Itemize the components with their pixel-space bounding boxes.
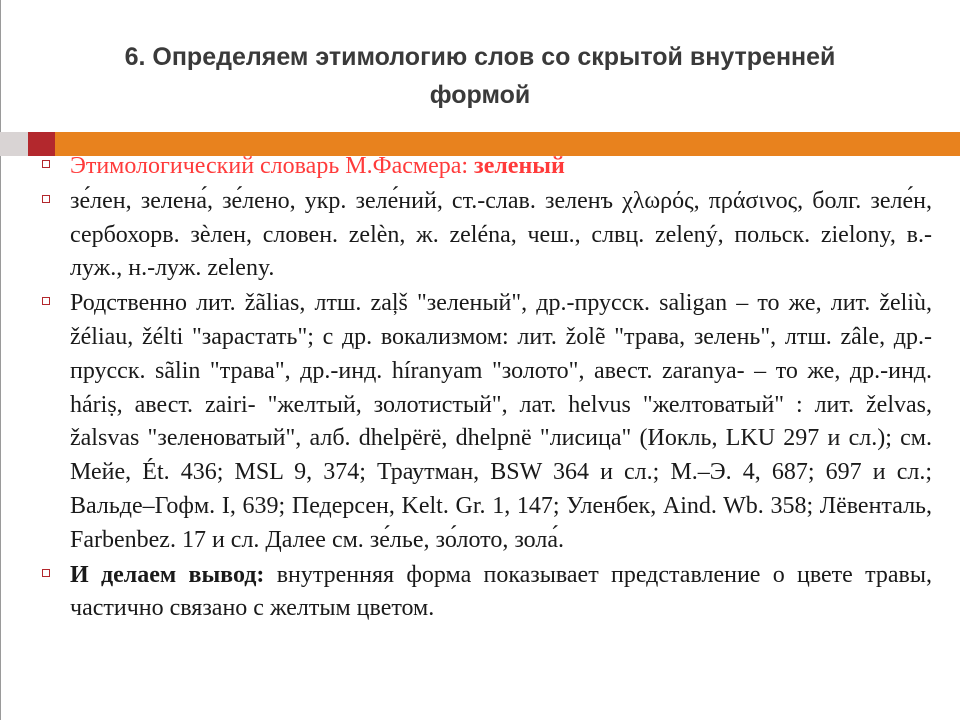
decorative-band-grey [0,132,28,156]
dictionary-source: Этимологический словарь М.Фасмера: [70,153,475,179]
conclusion-label: И делаем вывод: [70,561,265,588]
bullet-forms [42,185,932,286]
bullet-conclusion [42,559,932,627]
bullet-etymology [42,287,932,557]
bullet-forms-text: зе́лен, зелена́, зе́лено, укр. зеле́ний, ст.-слав. зеленъ χλωρός, πράσινος, болг. зеле́н, сербохорв. зѐлен, словен. zelèn, ж. zeléna, чеш., слвц. zelený, польск. zielony, в.-луж., н.-луж. zeleny. [70,187,932,282]
bullet-source [42,150,932,184]
bullet-marker [42,569,50,577]
slide-title-line-2: формой [429,81,531,109]
bullet-marker [42,160,50,168]
conclusion-text: внутренняя форма показывает представление о цвете травы, частично связано с желтым цветом. [70,561,932,622]
highlighted-word: зеленый [474,153,565,179]
bullet-etymology-text: Родственно лит. žãlias, лтш. zaļš "зеленый", др.-прусск. saligan – то же, лит. želiù, žélіau, žélti "зарастать"; с др. вокализмом: лит. žolẽ "трава, зелень", лтш. zâle, др.-прусск. sãlin "трава", др.-инд. híranyam "золото", авест. zaranya- – то же, др.-инд. háriṣ, авест. zairi- "желтый, золотистый", лат. helvus "желтоватый" : лит. želvas, žalsvas "зеленоватый", алб. dhelpërë, dhelpnë "лисица" (Иокль, LKU 297 и сл.); см. Мейе, Ét. 436; MSL 9, 374; Траутман, BSW 364 и сл.; М.–Э. 4, 687; 697 и сл.; Вальде–Гофм. I, 639; Педерсен, Kelt. Gr. 1, 147; Уленбек, Aind. Wb. 358; Лёвенталь, Farbenbez. 17 и сл. Далее см. зе́лье, зо́лото, зола́. [70,290,932,553]
slide-title [0,38,960,114]
slide-body [42,150,932,627]
bullet-marker [42,297,50,305]
slide-title-line-1: 6. Определяем этимологию слов со скрытой внутренней [124,43,836,71]
bullet-marker [42,195,50,203]
